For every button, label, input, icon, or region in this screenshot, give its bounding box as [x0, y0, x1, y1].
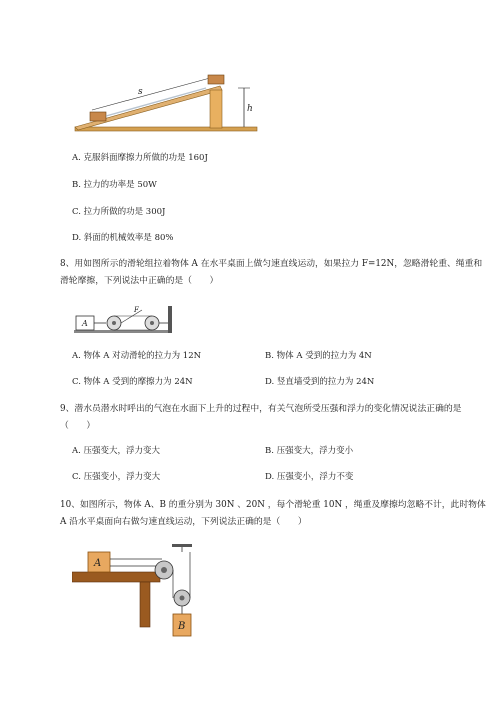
wall — [168, 306, 172, 333]
table-leg — [140, 582, 150, 627]
incline-figure — [70, 66, 260, 136]
q8-question: 8、用如图所示的滑轮组拉着物体 A 在水平桌面上做匀速直线运动，如果拉力 F=12N，忽略滑轮重、绳重和滑轮摩擦，下列说法中正确的是（ ） — [60, 259, 483, 286]
block-a-label: A — [94, 558, 102, 569]
q7-option-b[interactable]: B. 拉力的功率是 50W — [72, 180, 157, 190]
q7-option-d[interactable]: D. 斜面的机械效率是 80% — [72, 233, 174, 243]
q7-option-a[interactable]: A. 克服斜面摩擦力所做的功是 160J — [72, 153, 208, 163]
cart-top — [208, 75, 224, 84]
q10-question: 10、如图所示，物体 A、B 的重分别为 30N 、20N ，每个滑轮重 10N ，绳重及摩擦均忽略不计，此时物体 A 沿水平桌面向右做匀速直线运动，下列说法正确的是（ ） — [60, 500, 486, 527]
q9-question: 9、潜水员潜水时呼出的气泡在水面下上升的过程中，有关气泡所受压强和浮力的变化情况说法正确的是（ ） — [60, 404, 462, 431]
q9-option-c[interactable]: C. 压强变小，浮力变大 — [72, 472, 161, 482]
cart-bottom — [90, 112, 106, 121]
force-label: F — [134, 306, 139, 314]
q7-option-c[interactable]: C. 拉力所做的功是 300J — [72, 207, 166, 217]
q9-option-d[interactable]: D. 压强变小，浮力不变 — [265, 472, 354, 482]
q8-option-b[interactable]: B. 物体 A 受到的拉力为 4N — [265, 351, 372, 361]
q8-option-c[interactable]: C. 物体 A 受到的摩擦力为 24N — [72, 377, 193, 387]
table-top — [72, 572, 160, 582]
q9-option-b[interactable]: B. 压强变大，浮力变小 — [265, 446, 354, 456]
pulley-figure-q8 — [74, 306, 180, 336]
incline-support — [210, 90, 222, 128]
q9-option-a[interactable]: A. 压强变大，浮力变大 — [72, 446, 161, 456]
pulley-figure-q10 — [72, 540, 212, 645]
block-b-label: B — [178, 621, 186, 632]
table-surface — [74, 330, 170, 333]
q8-option-d[interactable]: D. 竖直墙受到的拉力为 24N — [265, 377, 375, 387]
ceiling-mount — [172, 544, 192, 547]
q8-option-a[interactable]: A. 物体 A 对动滑轮的拉力为 12N — [72, 351, 202, 361]
block-a-label: A — [82, 319, 88, 328]
height-label: h — [247, 104, 253, 114]
distance-label: s — [138, 87, 143, 97]
incline-board — [75, 86, 222, 130]
incline-base — [75, 127, 257, 131]
